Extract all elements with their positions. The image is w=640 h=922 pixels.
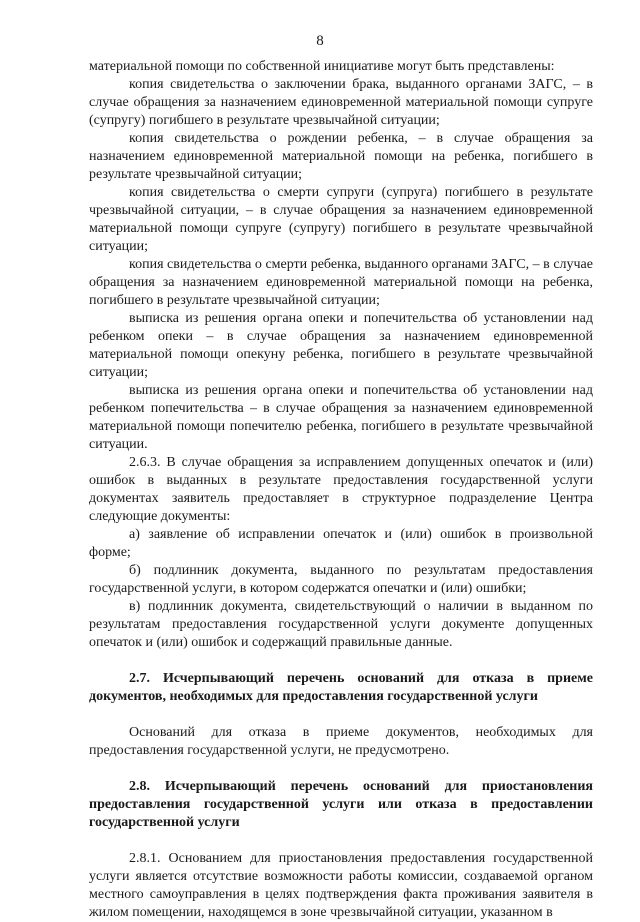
page-number: 8 [316, 33, 324, 49]
section-heading-2-8: 2.8. Исчерпывающий перечень оснований для приостановления предоставления государственной услуги или отказа в предоставлении государственной услуги [89, 779, 593, 830]
paragraph: 2.6.3. В случае обращения за исправлением допущенных опечаток и (или) ошибок в выданных в результате предоставления государственной услуги документах заявитель предоставляет в структурное подразделение Центра следующие документы: [89, 455, 593, 524]
paragraph: копия свидетельства о рождении ребенка, – в случае обращения за назначением единовременной материальной помощи на ребенка, погибшего в результате чрезвычайной ситуации; [89, 131, 593, 182]
paragraph: материальной помощи по собственной инициативе могут быть представлены: [89, 59, 555, 74]
paragraph: выписка из решения органа опеки и попечительства об установлении над ребенком попечительства – в случае обращения за назначением единовременной материальной помощи попечителю ребенка, погибшего в результате чрезвычайной ситуации. [89, 383, 593, 452]
paragraph: копия свидетельства о смерти ребенка, выданного органами ЗАГС, – в случае обращения за назначением единовременной материальной помощи на ребенка, погибшего в результате чрезвычайной ситуации; [89, 257, 593, 308]
section-heading-2-7: 2.7. Исчерпывающий перечень оснований для отказа в приеме документов, необходимых для предоставления государственной услуги [89, 671, 593, 704]
paragraph: копия свидетельства о заключении брака, выданного органами ЗАГС, – в случае обращения за назначением единовременной материальной помощи супруге (супругу) погибшего в результате чрезвычайной ситуации; [89, 77, 593, 128]
list-item: б) подлинник документа, выданного по результатам предоставления государственной услуги, в котором содержатся опечатки и (или) ошибки; [89, 563, 593, 596]
section-text-2-7: Оснований для отказа в приеме документов, необходимых для предоставления государственной услуги, не предусмотрено. [89, 725, 593, 758]
list-item: в) подлинник документа, свидетельствующий о наличии в выданном по результатам предоставления государственной услуги документе допущенных опечаток и (или) ошибок и содержащий правильные данные. [89, 599, 593, 650]
paragraph: выписка из решения органа опеки и попечительства об установлении над ребенком опеки – в случае обращения за назначением единовременной материальной помощи опекуну ребенка, погибшего в результате чрезвычайной ситуации; [89, 311, 593, 380]
list-item: а) заявление об исправлении опечаток и (или) ошибок в произвольной форме; [89, 527, 593, 560]
document-body [89, 58, 593, 922]
paragraph: копия свидетельства о смерти супруги (супруга) погибшего в результате чрезвычайной ситуации, – в случае обращения за назначением единовременной материальной помощи супруге (супругу) погибшего в результате чрезвычайной ситуации; [89, 185, 593, 254]
section-text-2-8: 2.8.1. Основанием для приостановления предоставления государственной услуги является отсутствие возможности работы комиссии, создаваемой органом местного самоуправления в целях подтверждения факта проживания заявителя в жилом помещении, находящемся в зоне чрезвычайной ситуации, указанном в [89, 851, 593, 920]
